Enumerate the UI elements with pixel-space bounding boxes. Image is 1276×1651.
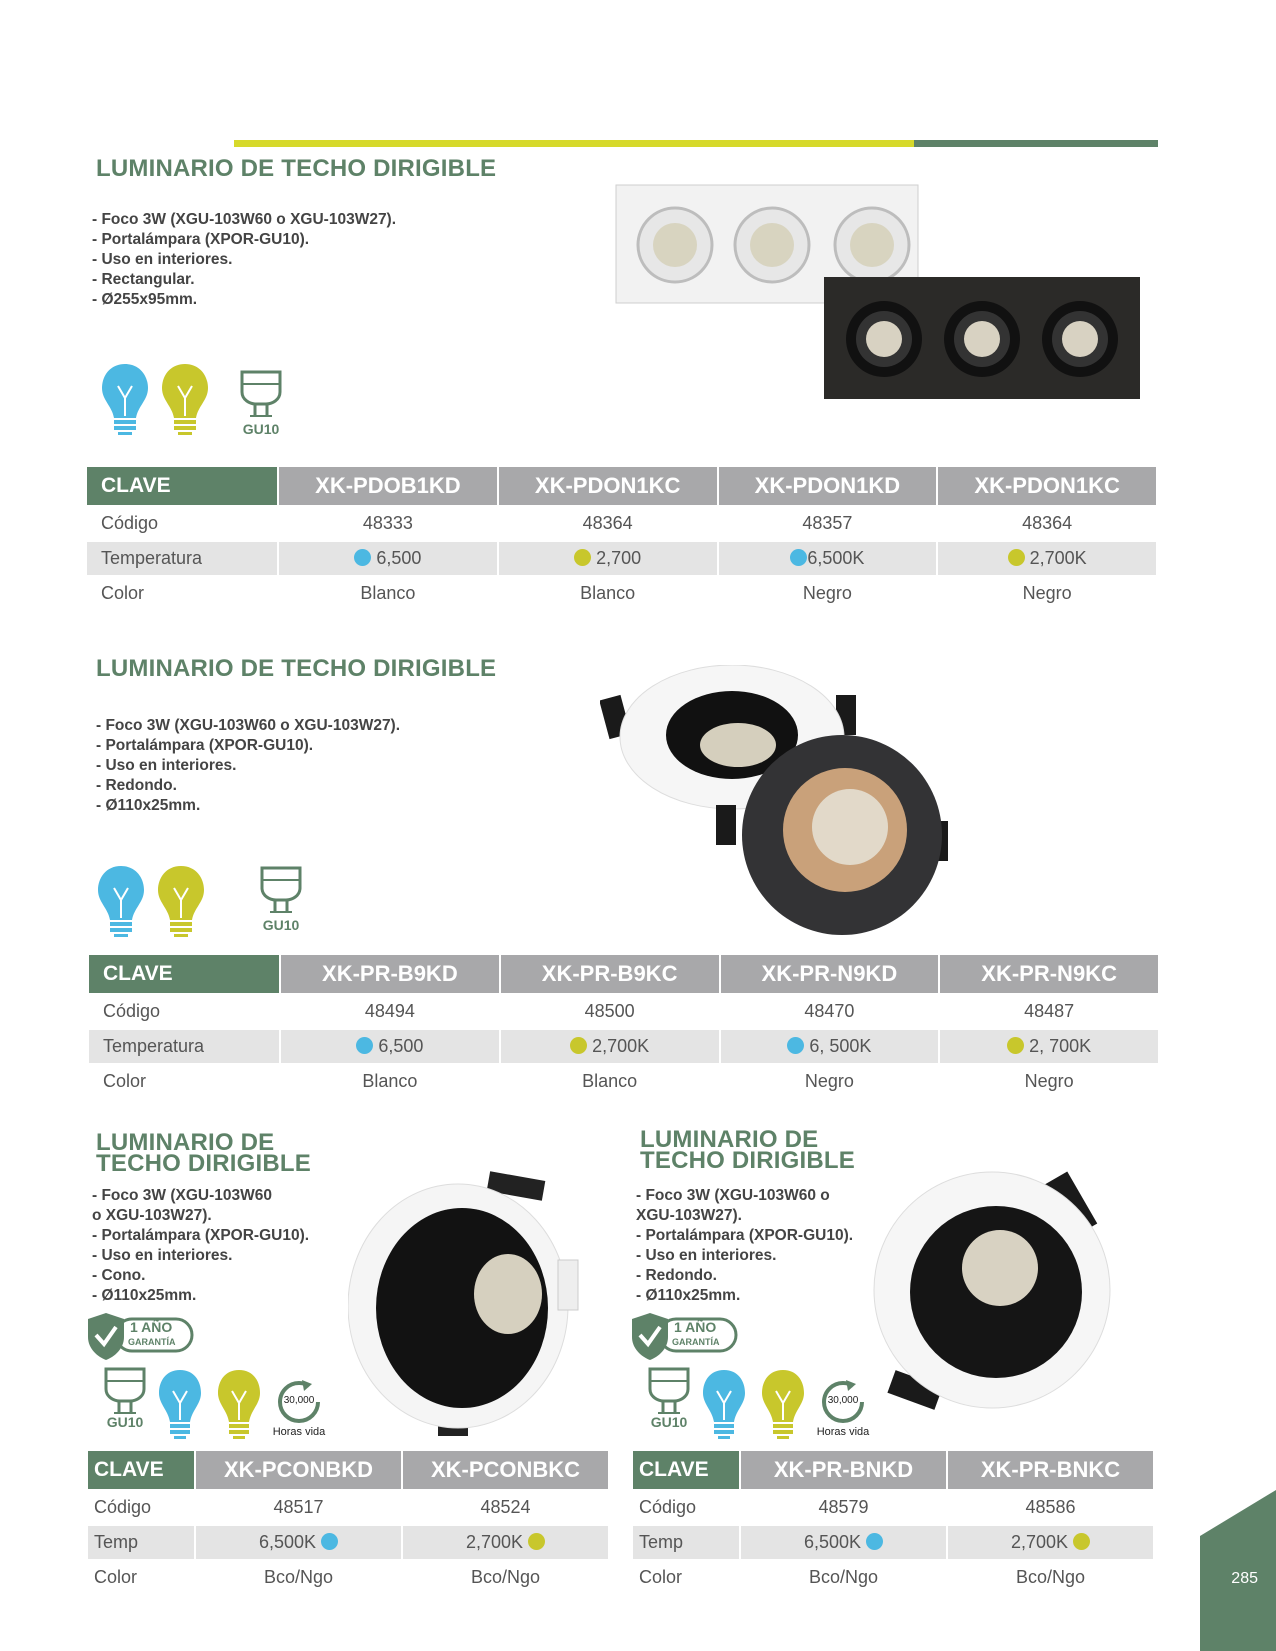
accent-bar-green xyxy=(914,140,1158,147)
bullet: - Cono. xyxy=(92,1267,146,1284)
row-label: Temp xyxy=(633,1526,739,1559)
cell: Negro xyxy=(1022,583,1072,603)
cell xyxy=(940,1030,1158,1063)
cold-dot-icon xyxy=(790,549,807,566)
row-label: Color xyxy=(94,1567,138,1587)
bullet: - Rectangular. xyxy=(92,271,195,288)
table-row xyxy=(87,577,1156,610)
model-header: XK-PR-N9KD xyxy=(721,955,939,993)
bullet: - Ø110x25mm. xyxy=(636,1287,741,1304)
gu10-label: GU10 xyxy=(262,917,300,933)
table-header-row xyxy=(89,955,1158,993)
bulb-cold-icon xyxy=(100,362,150,436)
gu10-socket-icon xyxy=(238,370,284,422)
cell: Negro xyxy=(1024,1071,1074,1091)
clave-header: CLAVE xyxy=(88,1451,194,1489)
clave-header: CLAVE xyxy=(89,955,279,993)
cell xyxy=(279,542,497,575)
table-row xyxy=(88,1491,608,1524)
cold-dot-icon xyxy=(354,549,371,566)
gu10-socket-icon xyxy=(102,1367,148,1417)
cell: Bco/Ngo xyxy=(808,1567,879,1587)
bullet: - Foco 3W (XGU-103W60 o XGU-103W27). xyxy=(96,717,401,734)
model-header: XK-PR-BNKD xyxy=(741,1451,946,1489)
section4-title xyxy=(640,1126,856,1174)
hours-value: 30,000 xyxy=(827,1395,859,1406)
bullet: - Ø110x25mm. xyxy=(92,1287,197,1304)
cell: 48487 xyxy=(1024,1001,1075,1021)
cell: 48586 xyxy=(1025,1497,1076,1517)
cell xyxy=(499,542,717,575)
bullet: - Portalámpara (XPOR-GU10). xyxy=(636,1227,854,1244)
clave-header: CLAVE xyxy=(87,467,277,505)
cell: 48517 xyxy=(273,1497,324,1517)
bullet: - Ø110x25mm. xyxy=(96,797,201,814)
warranty-label: GARANTÍA xyxy=(672,1337,720,1347)
warranty-years: 1 AÑO xyxy=(674,1319,717,1335)
model-header: XK-PDON1KC xyxy=(938,467,1156,505)
row-label: Código xyxy=(639,1497,697,1517)
gu10-icon xyxy=(256,866,306,933)
cold-dot-icon xyxy=(787,1037,804,1054)
cell xyxy=(741,1526,946,1559)
gu10-label: GU10 xyxy=(106,1414,144,1430)
model-header: XK-PCONBKD xyxy=(196,1451,401,1489)
row-label: Código xyxy=(103,1001,161,1021)
clave-header: CLAVE xyxy=(633,1451,739,1489)
cold-dot-icon xyxy=(866,1533,883,1550)
bullet: - Portalámpara (XPOR-GU10). xyxy=(92,231,310,248)
bullet: XGU-103W27). xyxy=(636,1207,742,1224)
table-header-row xyxy=(633,1451,1153,1489)
cell: Blanco xyxy=(362,1071,418,1091)
bullet: - Uso en interiores. xyxy=(96,757,237,774)
section1-spec-table xyxy=(85,465,1158,612)
bullet: - Foco 3W (XGU-103W60 o XGU-103W27). xyxy=(92,211,397,228)
row-label: Código xyxy=(101,513,159,533)
bulb-warm-icon xyxy=(160,362,210,436)
bullet: - Uso en interiores. xyxy=(636,1247,777,1264)
row-label: Color xyxy=(639,1567,683,1587)
row-label: Temperatura xyxy=(87,542,277,575)
section1-bullets xyxy=(92,210,396,310)
cell: Bco/Ngo xyxy=(1015,1567,1086,1587)
bullet: - Foco 3W (XGU-103W60 xyxy=(92,1187,272,1204)
table-row xyxy=(87,507,1156,540)
title-line: LUMINARIO DE xyxy=(96,1129,275,1156)
section2-title: LUMINARIO DE TECHO DIRIGIBLE xyxy=(96,655,497,682)
bullet: - Portalámpara (XPOR-GU10). xyxy=(96,737,314,754)
section2-bullets xyxy=(96,716,400,816)
cell-text: 2, 700K xyxy=(1029,1036,1092,1056)
bullet: - Ø255x95mm. xyxy=(92,291,198,308)
table-header-row xyxy=(88,1451,608,1489)
cell: Blanco xyxy=(360,583,416,603)
bullet: - Uso en interiores. xyxy=(92,251,233,268)
cold-dot-icon xyxy=(321,1533,338,1550)
bulb-warm-icon xyxy=(760,1368,806,1440)
bullet: - Portalámpara (XPOR-GU10). xyxy=(92,1227,310,1244)
bullet: - Redondo. xyxy=(636,1267,717,1284)
page-number: 285 xyxy=(1231,1570,1258,1587)
cell-text: 2,700 xyxy=(596,548,642,568)
table-row xyxy=(633,1491,1153,1524)
warranty-badge xyxy=(630,1311,740,1361)
product-image-round xyxy=(600,665,970,937)
row-label: Color xyxy=(103,1071,147,1091)
table-row xyxy=(89,1030,1158,1063)
gu10-socket-icon xyxy=(646,1367,692,1417)
model-header: XK-PR-BNKC xyxy=(948,1451,1153,1489)
row-label: Temperatura xyxy=(89,1030,279,1063)
cell: Negro xyxy=(804,1071,854,1091)
bullet: - Redondo. xyxy=(96,777,177,794)
bulb-cold-icon xyxy=(157,1368,203,1440)
cell-text: 6,500 xyxy=(376,548,422,568)
product-image-round-deep xyxy=(860,1168,1130,1418)
bullet: - Uso en interiores. xyxy=(92,1247,233,1264)
bulb-cold-icon xyxy=(701,1368,747,1440)
cell-text: 2,700K xyxy=(1029,548,1087,568)
section1-title: LUMINARIO DE TECHO DIRIGIBLE xyxy=(96,155,497,182)
cell: Negro xyxy=(802,583,852,603)
section3-title xyxy=(96,1129,312,1177)
row-label: Código xyxy=(94,1497,152,1517)
cell xyxy=(719,542,937,575)
cell: 48524 xyxy=(480,1497,531,1517)
gu10-socket-icon xyxy=(258,866,304,918)
model-header: XK-PR-N9KC xyxy=(940,955,1158,993)
table-header-row xyxy=(87,467,1156,505)
model-header: XK-PDON1KD xyxy=(719,467,937,505)
warm-dot-icon xyxy=(1007,1037,1024,1054)
cell: Bco/Ngo xyxy=(470,1567,541,1587)
cell: 48470 xyxy=(804,1001,855,1021)
section2-spec-table xyxy=(87,953,1160,1100)
table-row xyxy=(88,1526,608,1559)
product-image-cone xyxy=(348,1170,588,1442)
cell: 48364 xyxy=(1022,513,1073,533)
model-header: XK-PR-B9KC xyxy=(501,955,719,993)
cell: 48364 xyxy=(582,513,633,533)
table-row xyxy=(89,995,1158,1028)
cell: 48500 xyxy=(584,1001,635,1021)
table-row xyxy=(87,542,1156,575)
cell xyxy=(721,1030,939,1063)
table-row xyxy=(88,1561,608,1594)
cell: 48357 xyxy=(802,513,853,533)
cell-text: 2,700K xyxy=(465,1532,524,1552)
warm-dot-icon xyxy=(574,549,591,566)
title-line: TECHO DIRIGIBLE xyxy=(96,1150,312,1177)
warranty-label: GARANTÍA xyxy=(128,1337,176,1347)
cell: Blanco xyxy=(580,583,636,603)
cold-dot-icon xyxy=(356,1037,373,1054)
gu10-icon xyxy=(644,1367,694,1430)
cell-text: 6,500K xyxy=(803,1532,862,1552)
model-header: XK-PCONBKC xyxy=(403,1451,608,1489)
model-header: XK-PR-B9KD xyxy=(281,955,499,993)
warm-dot-icon xyxy=(570,1037,587,1054)
cell xyxy=(948,1526,1153,1559)
warm-dot-icon xyxy=(1073,1533,1090,1550)
row-label: Temp xyxy=(88,1526,194,1559)
cell-text: 6,500K xyxy=(258,1532,317,1552)
section3-spec-table xyxy=(86,1449,610,1596)
hours-label: Horas vida xyxy=(272,1426,326,1438)
gu10-label: GU10 xyxy=(650,1414,688,1430)
table-row xyxy=(633,1561,1153,1594)
row-label: Color xyxy=(101,583,145,603)
hours-label: Horas vida xyxy=(816,1426,870,1438)
lifetime-hours xyxy=(268,1378,330,1442)
table-row xyxy=(89,1065,1158,1098)
warranty-badge xyxy=(86,1311,196,1361)
table-row xyxy=(633,1526,1153,1559)
cell-text: 6,500 xyxy=(378,1036,424,1056)
model-header: XK-PDON1KC xyxy=(499,467,717,505)
warm-dot-icon xyxy=(1008,549,1025,566)
cell-text: 6, 500K xyxy=(809,1036,872,1056)
bulb-warm-icon xyxy=(216,1368,262,1440)
bulb-cold-icon xyxy=(96,864,146,938)
cell: 48494 xyxy=(364,1001,415,1021)
cell xyxy=(938,542,1156,575)
accent-bar-lime xyxy=(234,140,914,147)
product-image-rectangular xyxy=(612,183,1152,408)
section4-spec-table xyxy=(631,1449,1155,1596)
gu10-label: GU10 xyxy=(242,421,280,437)
cell: 48333 xyxy=(362,513,413,533)
gu10-icon xyxy=(236,370,286,437)
cell-text: 2,700K xyxy=(1010,1532,1069,1552)
cell xyxy=(281,1030,499,1063)
bullet: - Foco 3W (XGU-103W60 o xyxy=(636,1187,830,1204)
cell xyxy=(403,1526,608,1559)
cell-text: 6,500K xyxy=(807,548,865,568)
gu10-icon xyxy=(100,1367,150,1430)
cell-text: 2,700K xyxy=(592,1036,650,1056)
section4-bullets xyxy=(636,1186,853,1306)
cell: 48579 xyxy=(818,1497,869,1517)
hours-value: 30,000 xyxy=(283,1395,315,1406)
warm-dot-icon xyxy=(528,1533,545,1550)
cell xyxy=(501,1030,719,1063)
title-line: LUMINARIO DE xyxy=(640,1126,819,1153)
warranty-years: 1 AÑO xyxy=(130,1319,173,1335)
bullet: o XGU-103W27). xyxy=(92,1207,212,1224)
model-header: XK-PDOB1KD xyxy=(279,467,497,505)
cell: Bco/Ngo xyxy=(263,1567,334,1587)
section3-bullets xyxy=(92,1186,309,1306)
title-line: TECHO DIRIGIBLE xyxy=(640,1147,856,1174)
cell xyxy=(196,1526,401,1559)
cell: Blanco xyxy=(582,1071,638,1091)
bulb-warm-icon xyxy=(156,864,206,938)
